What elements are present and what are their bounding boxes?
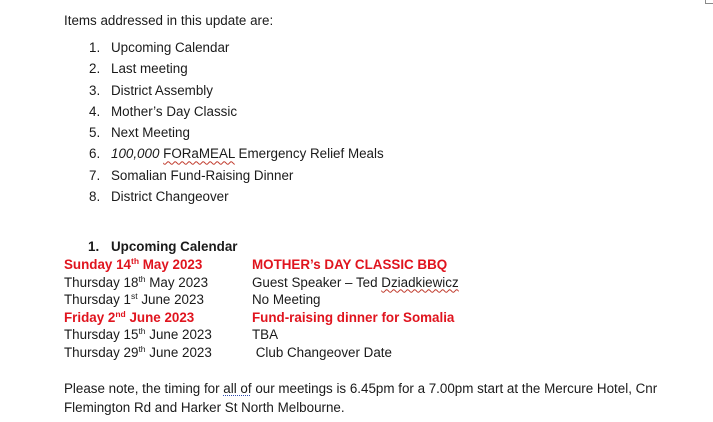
schedule-date: Sunday 14th May 2023 [64,256,203,272]
list-text [111,143,384,164]
schedule-event: Guest Speaker – Ted Dziadkiewicz [252,274,459,290]
section-title: Upcoming Calendar [111,239,238,254]
list-number: 6. [89,146,101,162]
list-item [64,122,190,143]
schedule-event: Club Changeover Date [252,344,392,360]
schedule-date: Friday 2nd June 2023 [64,308,195,325]
list-item [64,143,384,164]
section-heading [88,238,238,256]
list-text: Next Meeting [111,125,190,141]
list-item [64,58,188,79]
list-number: 2. [89,61,101,77]
list-item [64,101,238,122]
list-number: 1. [89,40,101,55]
list-text-rest: Emergency Relief Meals [234,146,384,162]
list-number: 5. [89,125,101,141]
list-text: Mother’s Day Classic [111,103,238,119]
list-item [64,165,294,186]
page-corner-mark [705,0,713,4]
list-number: 8. [89,189,101,205]
meeting-note: Please note, the timing for all of our meetings is 6.45pm for a 7.00pm start at the Mercure Hotel, Cnr Flemington Rd and Harker St North Melbourne. [64,381,658,415]
intro-text: Items addressed in this update are: [64,13,274,28]
schedule-date: Thursday 15th June 2023 [64,326,212,343]
list-text: Upcoming Calendar [111,40,230,55]
grammar-flagged-phrase[interactable]: all of [223,381,252,396]
schedule-event: No Meeting [252,292,321,308]
section-number: 1. [88,239,100,254]
list-number: 4. [89,103,101,119]
list-number: 7. [89,167,101,183]
spelling-flagged-word[interactable]: FORaMEAL [163,146,235,162]
list-item [64,37,230,58]
spelling-flagged-word[interactable]: Dziadkiewicz [381,274,459,290]
schedule-date: Thursday 29th June 2023 [64,343,212,360]
schedule-event: Fund-raising dinner for Somalia [252,309,455,325]
list-text: Last meeting [111,61,188,77]
items-list [64,37,384,207]
schedule-event: TBA [252,327,279,343]
list-number: 3. [89,82,101,98]
list-text: District Assembly [111,82,213,98]
schedule-event: MOTHER’s DAY CLASSIC BBQ [252,257,448,272]
schedule-date: Thursday 1st June 2023 [64,291,204,308]
schedule-date: Thursday 18th May 2023 [64,273,209,290]
list-item [64,80,213,101]
list-text: District Changeover [111,189,229,205]
italic-text: 100,000 [111,146,160,162]
list-text: Somalian Fund-Raising Dinner [111,167,294,183]
list-item [64,186,229,207]
